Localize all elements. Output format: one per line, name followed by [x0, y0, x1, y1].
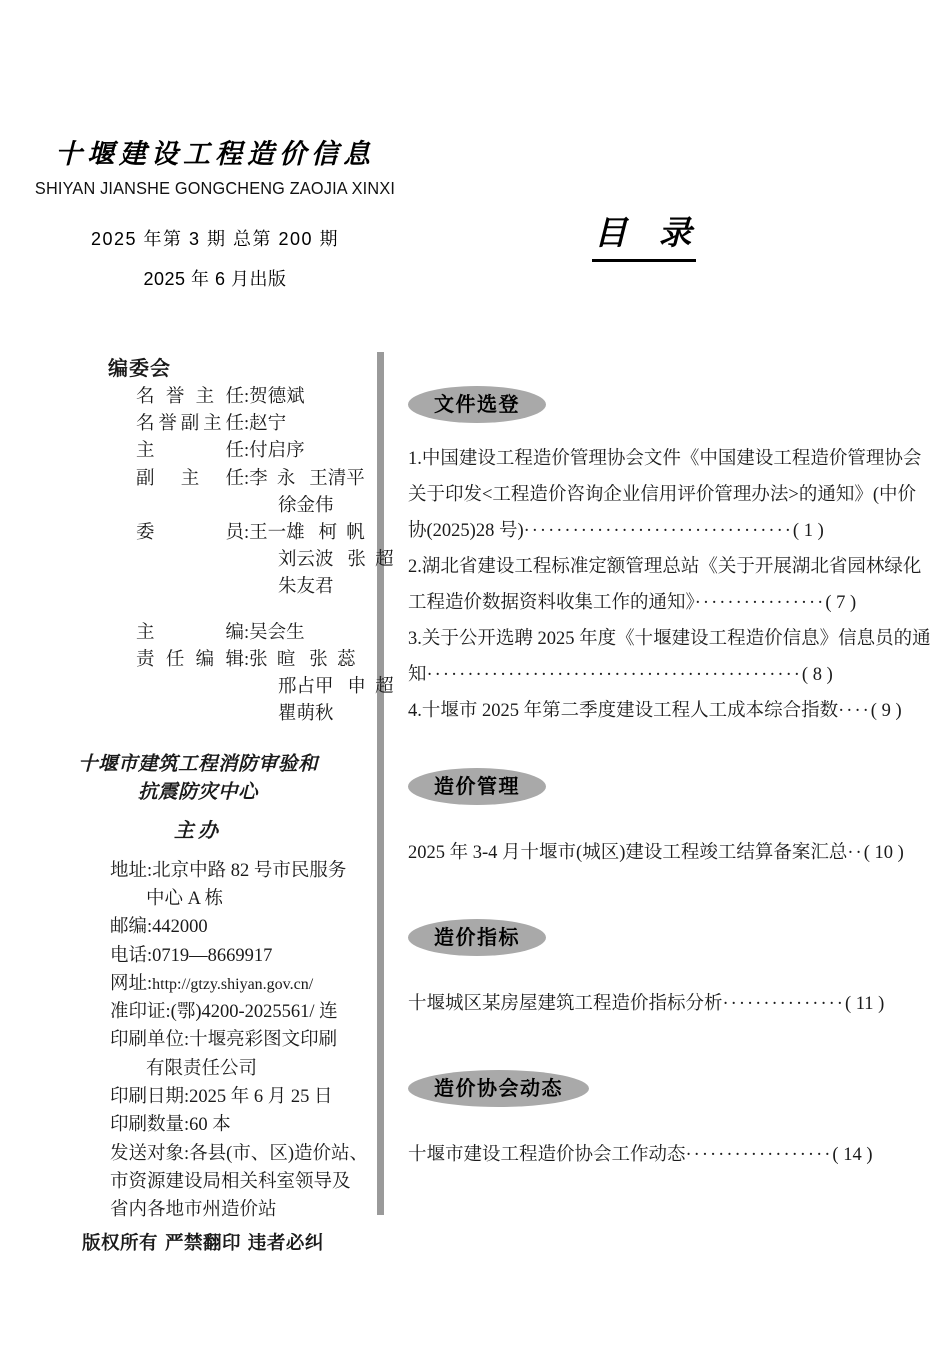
publication-info-list [28, 857, 368, 1225]
editor-row-key: 主 编 [136, 622, 244, 643]
board-row [28, 411, 368, 438]
info-row-recipients-line3: 省内各地市州造价站 [110, 1200, 277, 1221]
editor-row-colon: : [244, 622, 250, 643]
editor-row-colon: : [244, 649, 250, 670]
toc-entry-list [408, 441, 931, 730]
toc-heading [592, 207, 704, 262]
journal-title-chinese: 十堰建设工程造价信息 [55, 139, 375, 170]
board-row-colon: : [244, 387, 250, 407]
board-row-key: 名誉副主任 [136, 414, 244, 435]
toc-entry[interactable] [408, 835, 904, 871]
board-row-colon: : [244, 441, 250, 462]
info-row-license: 准印证:(鄂)4200-2025561/ 连 [110, 1002, 338, 1023]
board-row-key: 委 员 [136, 522, 244, 543]
toc-entry[interactable] [408, 441, 922, 549]
toc-page-number: ( 14 ) [832, 1144, 873, 1165]
section-spacer [28, 602, 368, 620]
board-row-colon: : [244, 468, 250, 489]
toc-entry-last-line [408, 835, 904, 871]
board-row [28, 520, 368, 547]
toc-leader-dots: ·················· [685, 1144, 833, 1165]
info-label: 邮编 [110, 917, 148, 938]
sponsor-role: 主办 [174, 817, 222, 842]
toc-page-number: ( 8 ) [801, 665, 833, 686]
section-spacer [408, 873, 894, 919]
toc-entry-text: 十堰城区某房屋建筑工程造价指标分析 [408, 993, 723, 1014]
board-row-continuation: 朱友君 [278, 577, 334, 598]
section-spacer [408, 732, 894, 768]
copyright-notice: 版权所有 严禁翻印 违者必纠 [82, 1233, 324, 1255]
journal-title-pinyin: SHIYAN JIANSHE GONGCHENG ZAOJIA XINXI [34, 177, 396, 198]
info-value: 442000 [152, 917, 208, 938]
editor-row [28, 620, 368, 647]
sponsor-name [28, 750, 368, 805]
info-value: 60 本 [189, 1115, 231, 1136]
editor-row [28, 647, 368, 674]
board-row-continuation: 徐金伟 [278, 495, 334, 516]
toc-entry-last-line [408, 585, 894, 621]
info-value: (鄂)4200-2025561/ 连 [170, 1002, 338, 1023]
section-spacer [28, 728, 368, 746]
toc-section [408, 768, 904, 871]
toc-entry-text: 4.十堰市 2025 年第二季度建设工程人工成本综合指数 [408, 701, 839, 722]
info-label: 地址 [110, 860, 148, 881]
toc-entry-line: 3.关于公开选聘 2025 年度《十堰建设工程造价信息》信息员的通 [408, 629, 931, 650]
info-value: 各县(市、区)造价站、 [189, 1143, 368, 1164]
board-row-value: 王一雄 柯 帆 [249, 522, 365, 543]
info-row-printer-continuation: 有限责任公司 [146, 1058, 258, 1079]
info-label: 印刷数量 [110, 1115, 185, 1136]
info-row-phone: 电话:0719—8669917 [110, 945, 273, 966]
info-label: 印刷日期 [110, 1087, 185, 1107]
board-row [28, 466, 368, 493]
toc-entry[interactable] [408, 1137, 894, 1173]
sponsor-name-line2: 抗震防灾中心 [137, 779, 258, 803]
toc-entry-text: 协(2025)28 号) [408, 521, 524, 542]
toc-entry-last-line [408, 513, 894, 549]
toc-entry-last-line [408, 657, 894, 693]
editor-row-value: 张 暄 张 蕊 [249, 649, 356, 670]
section-badge-zaojiaguanli: 造价管理 [408, 768, 546, 805]
toc-entry-text: 十堰市建设工程造价协会工作动态 [408, 1144, 686, 1165]
board-row-key: 副 主 任 [136, 468, 244, 489]
board-row-value: 赵宁 [249, 414, 287, 435]
info-label: 准印证 [110, 1002, 166, 1023]
toc-entry-text: 2025 年 3-4 月十堰市(城区)建设工程竣工结算备案汇总 [408, 842, 848, 863]
toc-leader-dots: ···· [838, 701, 871, 722]
sponsor-name-line1: 十堰市建筑工程消防审验和 [77, 752, 318, 776]
info-row-address-continuation: 中心 A 栋 [146, 888, 224, 909]
toc-entry-last-line [408, 693, 902, 729]
info-row-recipients-line2: 市资源建设局相关科室领导及 [110, 1171, 351, 1192]
toc-heading-label: 目 录 [594, 213, 702, 252]
editor-row-value: 吴会生 [249, 622, 305, 643]
toc-leader-dots: ·············································· [426, 665, 802, 686]
board-row-key: 主 任 [136, 441, 244, 462]
toc-section [408, 386, 931, 730]
info-value: 十堰亮彩图文印刷 [189, 1030, 338, 1051]
toc-heading-underline [592, 259, 696, 262]
info-label: 网址 [110, 973, 148, 994]
board-row-value: 付启序 [249, 441, 305, 462]
toc-entry-line: 关于印发<工程造价咨询企业信用评价管理办法>的通知》(中价 [408, 485, 917, 506]
toc-entry-text: 知 [408, 665, 427, 686]
toc-entry-list [408, 835, 904, 871]
editorial-board-heading: 编委会 [108, 356, 171, 380]
section-badge-zaojiazhibiao: 造价指标 [408, 919, 546, 956]
info-row-address: 地址:北京中路 82 号市民服务 [110, 860, 347, 881]
info-label: 发送对象 [110, 1143, 185, 1164]
info-label: 印刷单位 [110, 1030, 185, 1051]
info-row-printer: 印刷单位:十堰亮彩图文印刷 [110, 1030, 338, 1051]
editor-row-key: 责任编辑 [136, 649, 244, 670]
toc-page-number: ( 10 ) [863, 842, 904, 863]
info-row-recipients: 发送对象:各县(市、区)造价站、 [110, 1143, 368, 1164]
info-value: 0719—8669917 [152, 945, 273, 966]
info-row-print-qty: 印刷数量:60 本 [110, 1115, 231, 1136]
toc-page-number: ( 1 ) [792, 521, 824, 542]
board-row-continuation: 刘云波 张 超 [278, 550, 394, 571]
section-spacer [408, 1024, 894, 1070]
toc-page-number: ( 9 ) [870, 701, 902, 722]
editorial-board-list [28, 384, 394, 602]
toc-entry[interactable] [408, 549, 922, 621]
toc-entry-last-line [408, 986, 894, 1022]
info-row-print-date: 印刷日期:2025 年 6 月 25 日 [110, 1087, 333, 1107]
info-value: 北京中路 82 号市民服务 [152, 860, 347, 881]
toc-entry[interactable] [408, 621, 931, 693]
toc-leader-dots: ·· [847, 842, 864, 863]
info-row-website: 网址:http://gtzy.shiyan.gov.cn/ [110, 973, 314, 994]
toc-section [408, 919, 894, 1022]
toc-leader-dots: ················ [694, 593, 826, 614]
toc-section [408, 1070, 894, 1173]
toc-page-number: ( 11 ) [844, 993, 885, 1014]
editors-list [28, 620, 394, 729]
toc-entry-line: 1.中国建设工程造价管理协会文件《中国建设工程造价管理协会 [408, 449, 922, 469]
board-row-key: 名誉主任 [136, 387, 244, 407]
info-value: 2025 年 6 月 25 日 [189, 1087, 333, 1107]
board-row-value: 李 永 王清平 [249, 468, 365, 489]
section-badge-zaojiaxiehuidongtai: 造价协会动态 [408, 1070, 589, 1107]
section-badge-wenjianxuandeng: 文件选登 [408, 386, 546, 423]
editor-row-continuation: 瞿萌秋 [278, 704, 334, 725]
website-url[interactable]: http://gtzy.shiyan.gov.cn/ [152, 975, 314, 993]
toc-column [408, 386, 931, 1175]
colophon-column [28, 352, 394, 1255]
column-divider [377, 352, 384, 1215]
toc-entry-list [408, 986, 894, 1022]
info-row-postcode: 邮编:442000 [110, 917, 208, 938]
issue-number: 2025 年第 3 期 总第 200 期 [90, 228, 340, 249]
board-row [28, 384, 368, 411]
editor-row-continuation: 邢占甲 申 超 [278, 676, 394, 697]
board-row-value: 贺德斌 [249, 387, 305, 407]
toc-entry-text: 工程造价数据资料收集工作的通知》 [408, 593, 695, 614]
toc-page-number: ( 7 ) [825, 593, 857, 614]
toc-entry[interactable] [408, 986, 894, 1022]
toc-entry[interactable] [408, 693, 902, 729]
toc-entry-line: 2.湖北省建设工程标准定额管理总站《关于开展湖北省园林绿化 [408, 557, 922, 578]
toc-entry-list [408, 1137, 894, 1173]
board-row-colon: : [244, 414, 250, 435]
board-row [28, 438, 368, 465]
board-row-colon: : [244, 522, 250, 543]
publish-date: 2025 年 6 月出版 [143, 268, 287, 289]
toc-leader-dots: ··············· [722, 993, 845, 1014]
toc-entry-last-line [408, 1137, 894, 1173]
masthead [0, 138, 430, 291]
toc-leader-dots: ································· [523, 521, 793, 542]
info-label: 电话 [110, 945, 148, 966]
